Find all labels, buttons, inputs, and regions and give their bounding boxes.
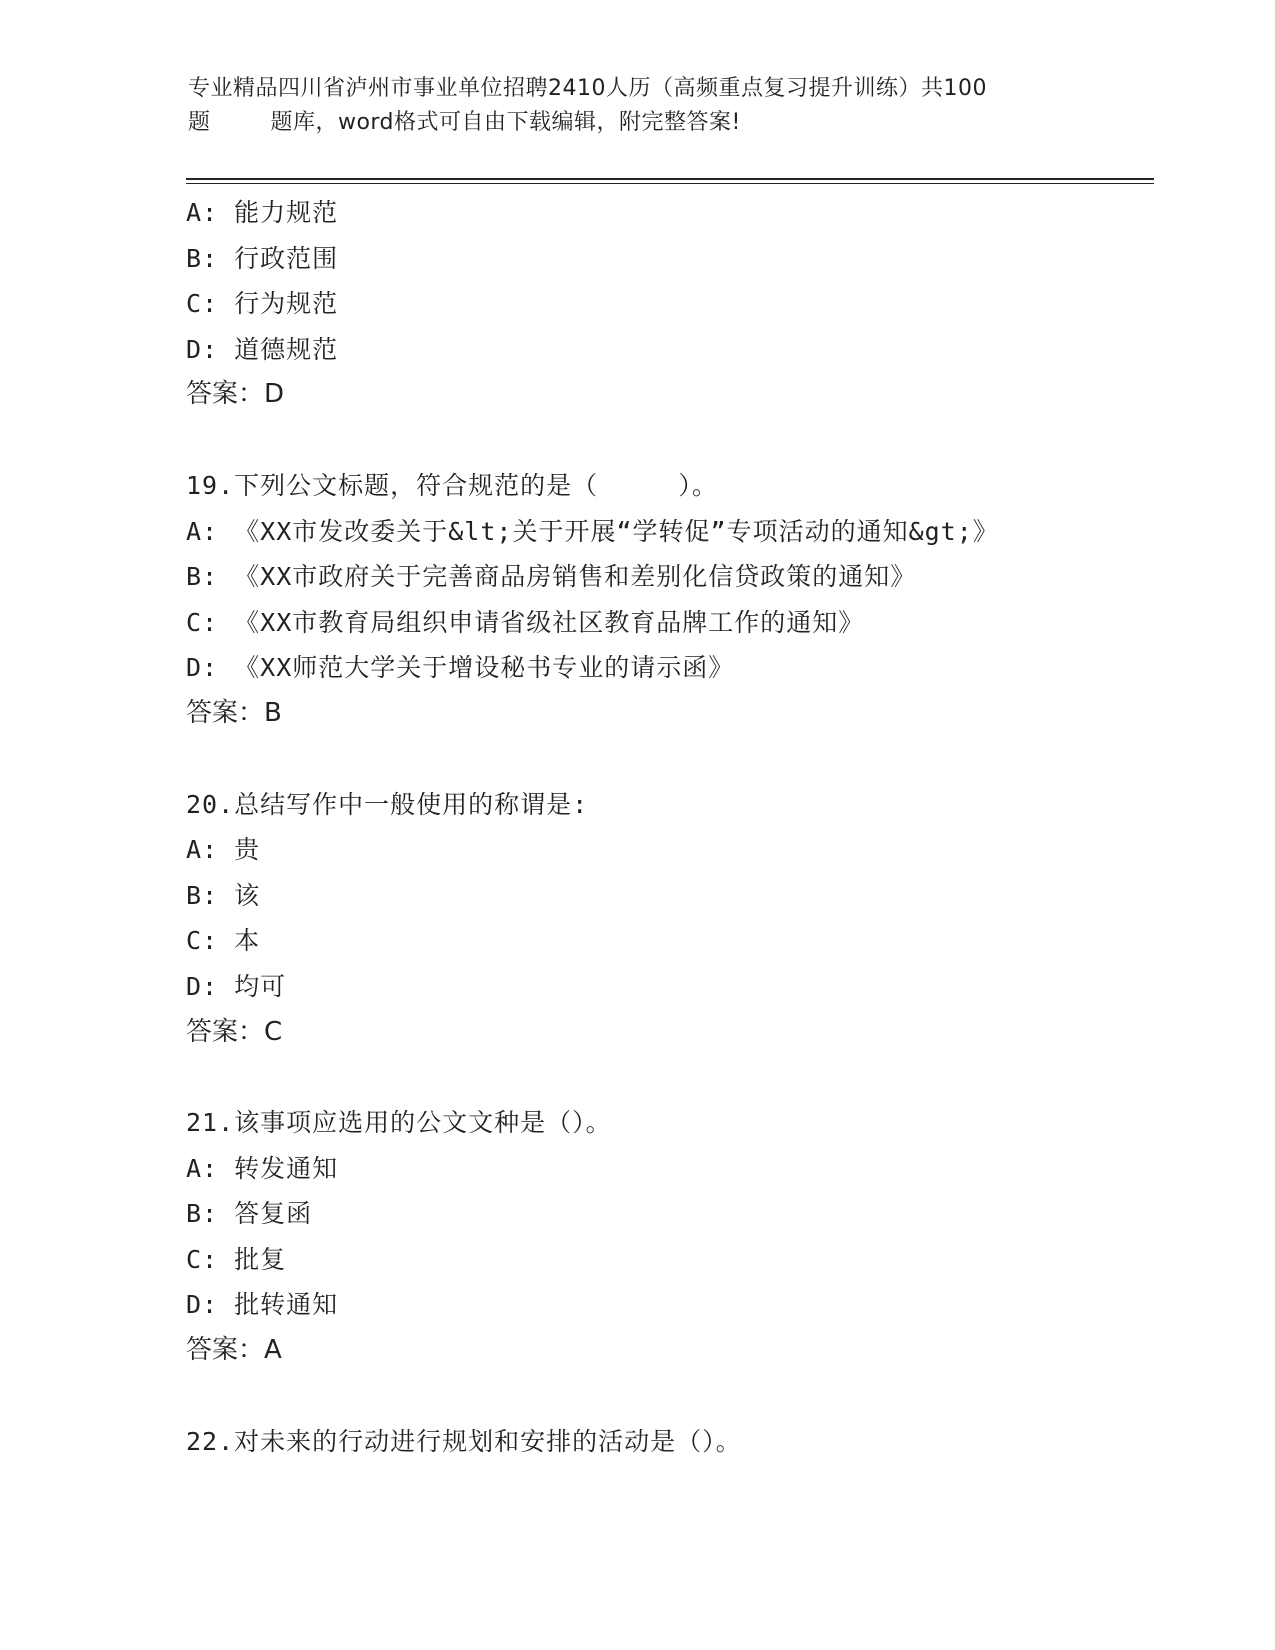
option-a: A: 能力规范 <box>186 198 339 227</box>
option-d: D: 批转通知 <box>186 1290 339 1320</box>
header-divider-thick <box>186 178 1154 180</box>
question-stem: 22.对未来的行动进行规划和安排的活动是（）。 <box>186 1426 742 1456</box>
spacer <box>186 418 1186 463</box>
option-a: A: 《XX市发改委关于&lt;关于开展“学转促”专项活动的通知&gt;》 <box>186 516 999 546</box>
option-c: C: 本 <box>186 926 261 956</box>
document-header <box>188 72 1108 140</box>
answer-line: 答案：C <box>186 1016 283 1047</box>
option-a: A: 贵 <box>186 835 261 865</box>
spacer <box>186 1055 1186 1100</box>
option-c: C: 批复 <box>186 1244 287 1274</box>
option-d: D: 均可 <box>186 971 287 1001</box>
question-stem: 20.总结写作中一般使用的称谓是: <box>186 789 589 819</box>
option-d: D: 《XX师范大学关于增设秘书专业的请示函》 <box>186 653 735 683</box>
option-b: B: 行政范围 <box>186 243 339 273</box>
header-title-line-2: 题 题库，word格式可自由下载编辑，附完整答案! <box>188 110 741 135</box>
option-b: B: 《XX市政府关于完善商品房销售和差别化信贷政策的通知》 <box>186 562 917 592</box>
option-d: D: 道德规范 <box>186 334 339 364</box>
spacer <box>186 1374 1186 1419</box>
question-block-20 <box>186 782 1186 1056</box>
question-list <box>186 190 1186 1464</box>
question-block-18 <box>186 190 1186 418</box>
answer-line: 答案：B <box>186 697 282 728</box>
header-title-line-1: 专业精品四川省泸州市事业单位招聘2410人历（高频重点复习提升训练）共100 <box>188 76 987 101</box>
option-a: A: 转发通知 <box>186 1153 339 1183</box>
spacer <box>186 737 1186 782</box>
option-b: B: 答复函 <box>186 1199 313 1229</box>
question-stem: 19.下列公文标题，符合规范的是（ ）。 <box>186 470 718 500</box>
header-divider-thin <box>186 183 1154 184</box>
question-block-22 <box>186 1419 1186 1465</box>
question-block-19 <box>186 463 1186 737</box>
answer-line: 答案：D <box>186 379 285 410</box>
answer-line: 答案：A <box>186 1335 282 1366</box>
question-block-21 <box>186 1100 1186 1374</box>
option-c: C: 行为规范 <box>186 289 339 319</box>
option-c: C: 《XX市教育局组织申请省级社区教育品牌工作的通知》 <box>186 607 865 637</box>
option-b: B: 该 <box>186 880 261 910</box>
question-stem: 21.该事项应选用的公文文种是（）。 <box>186 1108 612 1138</box>
